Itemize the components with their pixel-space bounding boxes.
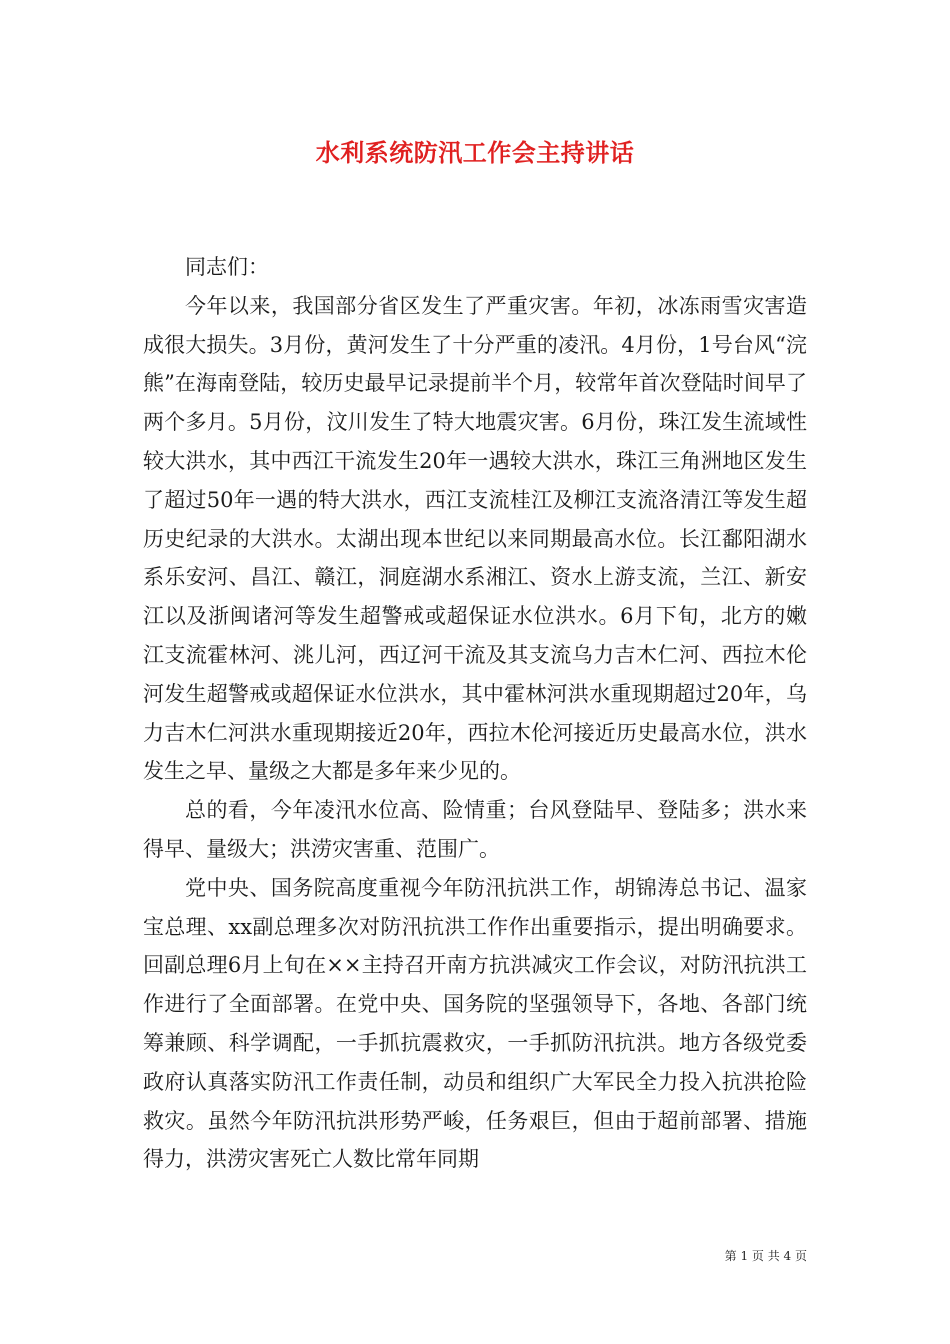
page-indicator: 第 1 页 共 4 页 — [724, 1249, 807, 1263]
document-body — [143, 248, 807, 1179]
paragraph-3: 党中央、国务院高度重视今年防汛抗洪工作，胡锦涛总书记、温家宝总理、xx副总理多次对防汛抗洪工作作出重要指示，提出明确要求。回副总理6月上旬在××主持召开南方抗洪减灾工作会议，对防汛抗洪工作进行了全面部署。在党中央、国务院的坚强领导下，各地、各部门统筹兼顾、科学调配，一手抓抗震救灾，一手抓防汛抗洪。地方各级党委政府认真落实防汛工作责任制，动员和组织广大军民全力投入抗洪抢险救灾。虽然今年防汛抗洪形势严峻，任务艰巨，但由于超前部署、措施得力，洪涝灾害死亡人数比常年同期 — [143, 875, 807, 1172]
paragraph-1: 今年以来，我国部分省区发生了严重灾害。年初，冰冻雨雪灾害造成很大损失。3月份，黄河发生了十分严重的凌汛。4月份，1号台风“浣熊”在海南登陆，较历史最早记录提前半个月，较常年首次登陆时间早了两个多月。5月份，汶川发生了特大地震灾害。6月份，珠江发生流域性较大洪水，其中西江干流发生20年一遇较大洪水，珠江三角洲地区发生了超过50年一遇的特大洪水，西江支流桂江及柳江支流洛清江等发生超历史纪录的大洪水。太湖出现本世纪以来同期最高水位。长江鄱阳湖水系乐安河、昌江、赣江，洞庭湖水系湘江、资水上游支流，兰江、新安江以及浙闽诸河等发生超警戒或超保证水位洪水。6月下旬，北方的嫩江支流霍林河、洮儿河，西辽河干流及其支流乌力吉木仁河、西拉木伦河发生超警戒或超保证水位洪水，其中霍林河洪水重现期超过20年，乌力吉木仁河洪水重现期接近20年，西拉木伦河接近历史最高水位，洪水发生之早、量级之大都是多年来少见的。 — [143, 293, 807, 784]
document-title: 水利系统防汛工作会主持讲话 — [315, 138, 635, 167]
paragraph-2: 总的看，今年凌汛水位高、险情重；台风登陆早、登陆多；洪水来得早、量级大；洪涝灾害重、范围广。 — [143, 798, 807, 861]
salutation: 同志们： — [185, 255, 269, 279]
